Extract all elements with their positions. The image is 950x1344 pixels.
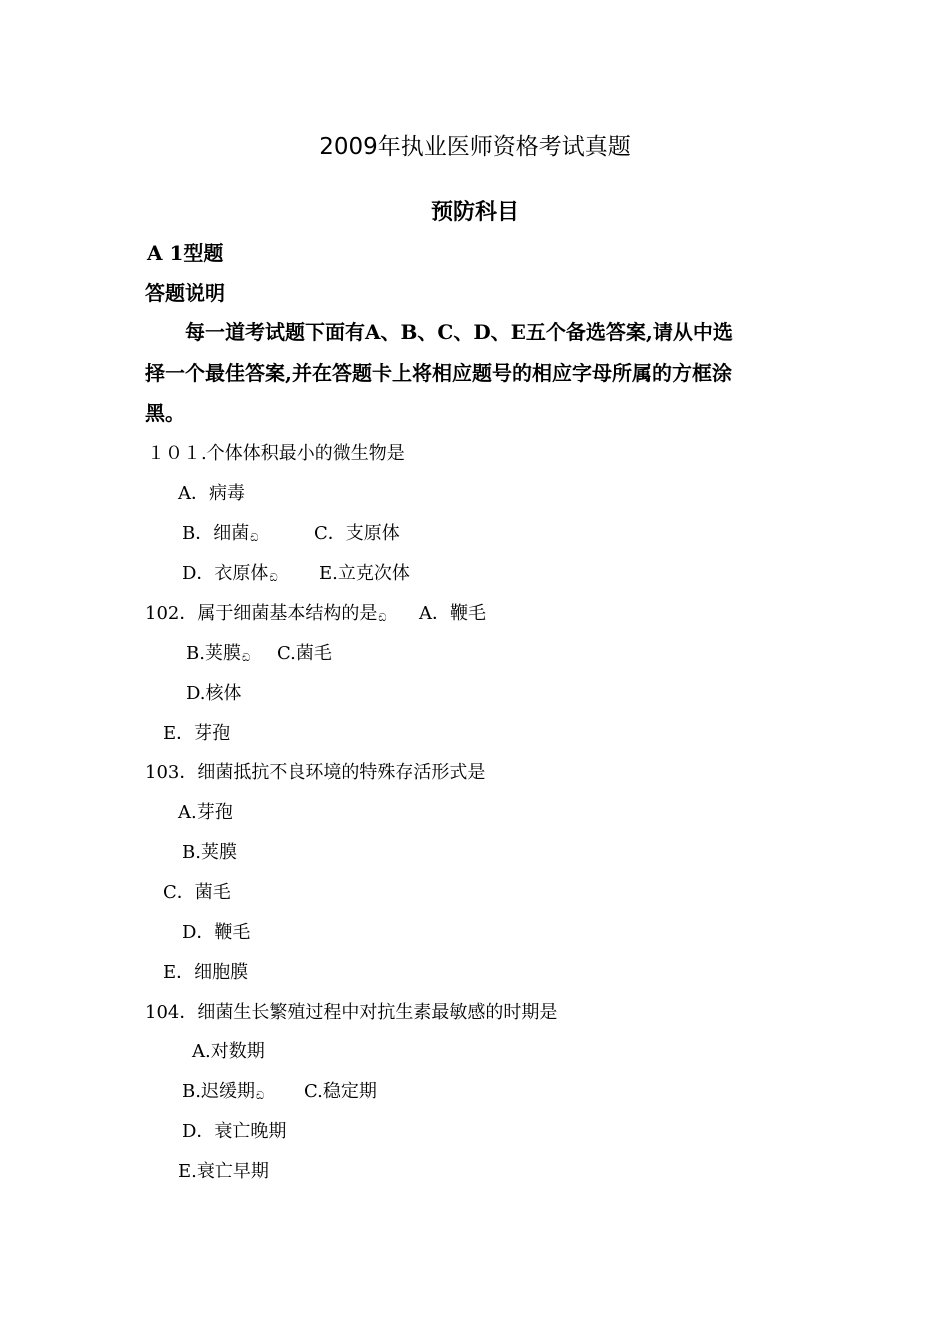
instructions-line: 每一道考试题下面有A、B、C、D、E五个备选答案,请从中选: [185, 320, 733, 344]
question-102: 102．属于细菌基本结构的是ඩ: [145, 603, 387, 624]
option-text: B．细菌ඩ: [182, 523, 259, 544]
instructions-line: 黑。: [145, 401, 185, 425]
option-text: D．衰亡晚期: [182, 1121, 287, 1142]
option-text: C．支原体: [314, 523, 400, 544]
option-text: B.迟缓期ඩ: [182, 1081, 265, 1102]
doc-title: 2009年执业医师资格考试真题: [319, 134, 631, 160]
option-text: A.对数期: [192, 1041, 265, 1062]
option-text: C.菌毛: [277, 643, 332, 664]
question-104: 104．细菌生长繁殖过程中对抗生素最敏感的时期是: [145, 1002, 558, 1023]
option-text: B.荚膜ඩ: [186, 643, 251, 664]
marker-glyph: ඩ: [269, 571, 278, 584]
option-text: E．芽孢: [163, 723, 231, 744]
section-heading: A 1型题: [147, 241, 224, 265]
option-text: D.核体: [186, 683, 242, 704]
option-text: A．鞭毛: [419, 603, 486, 624]
marker-glyph: ඩ: [255, 1089, 265, 1102]
question-103: 103．细菌抵抗不良环境的特殊存活形式是: [145, 762, 486, 783]
instructions-line: 择一个最佳答案,并在答题卡上将相应题号的相应字母所属的方框涂: [145, 361, 732, 385]
option-text: C．菌毛: [163, 882, 231, 903]
marker-glyph: ඩ: [241, 651, 251, 664]
option-text: E．细胞膜: [163, 962, 249, 983]
question-101: １０１.个体体积最小的微生物是: [147, 443, 405, 464]
option-text: A．病毒: [178, 483, 245, 504]
instructions-heading: 答题说明: [145, 281, 225, 305]
option-text: D．鞭毛: [182, 922, 251, 943]
option-text: E.立克次体: [319, 563, 410, 584]
option-text: A.芽孢: [178, 802, 233, 823]
marker-glyph: ඩ: [250, 531, 259, 544]
option-text: C.稳定期: [304, 1081, 377, 1102]
marker-glyph: ඩ: [378, 611, 387, 624]
option-text: E.衰亡早期: [178, 1161, 269, 1182]
doc-subtitle: 预防科目: [430, 200, 519, 225]
option-text: B.荚膜: [182, 842, 237, 863]
option-text: D．衣原体ඩ: [182, 563, 278, 584]
